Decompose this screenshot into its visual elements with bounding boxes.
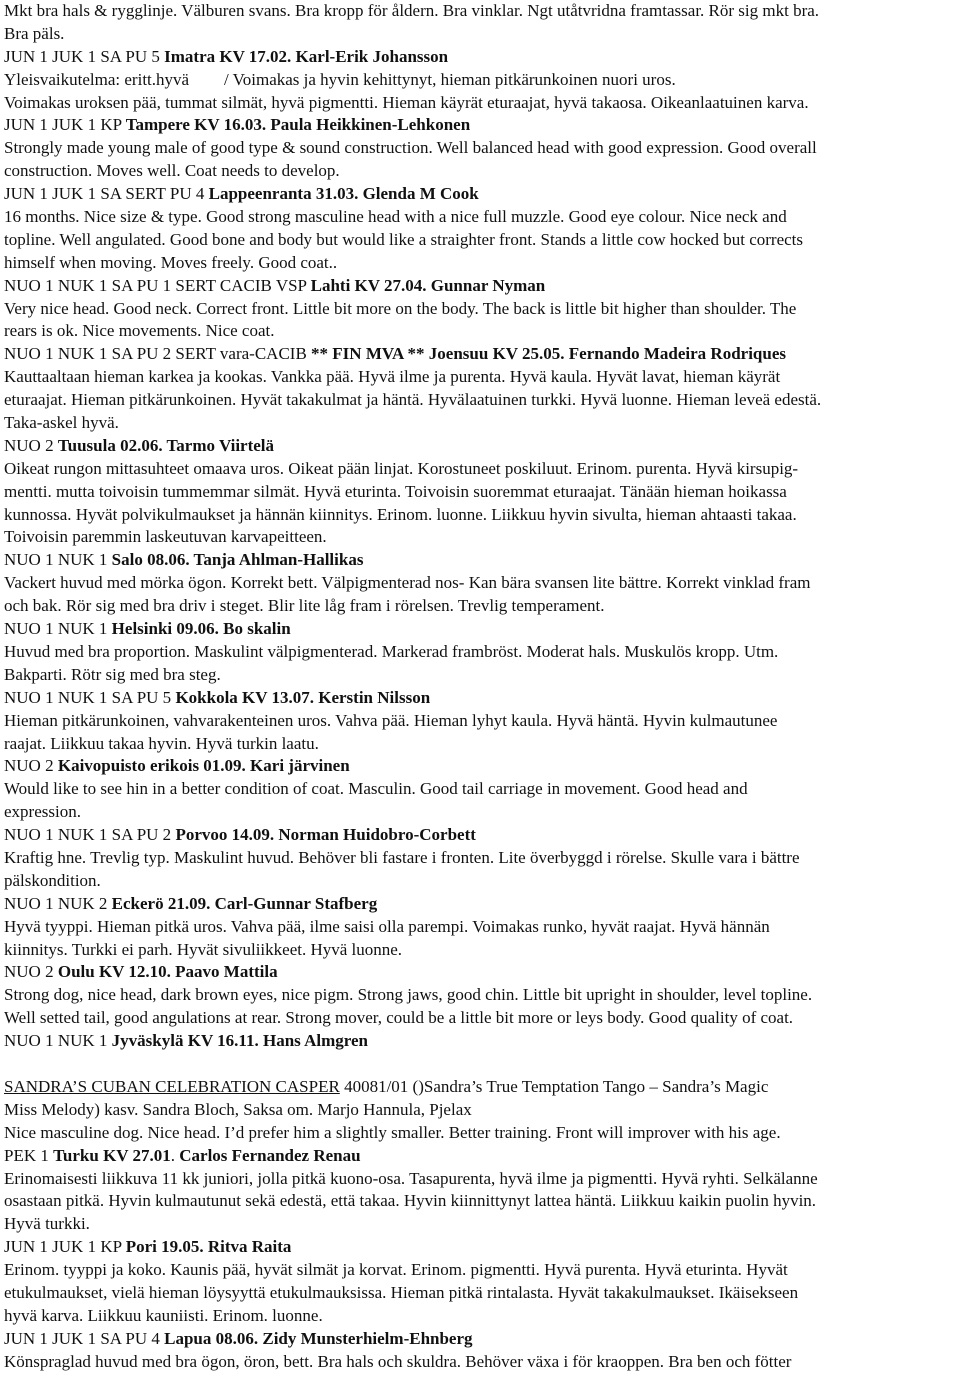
text-segment: JUN 1 JUK 1 SA PU 5: [4, 46, 165, 66]
text-line: [4, 1213, 957, 1236]
show-heading: Kaivopuisto erikois 01.09. Kari järvinen: [57, 756, 350, 776]
text-line: [4, 1122, 957, 1145]
text-line: [4, 778, 957, 801]
text-line: [4, 275, 957, 298]
show-heading: Lappeenranta 31.03. Glenda M Cook: [208, 184, 479, 204]
text-line: [4, 504, 957, 527]
text-line: [4, 1282, 957, 1305]
text-line: [4, 1236, 957, 1259]
text-line: [4, 458, 957, 481]
text-segment: Huvud med bra proportion. Maskulint välpigmenterad. Markerad frambröst. Moderat hals. Muskulös kropp. Utm.: [4, 641, 779, 661]
text-line: [4, 847, 957, 870]
text-segment: NUO 1 NUK 1: [4, 550, 112, 570]
text-segment: construction. Moves well. Coat needs to develop.: [4, 161, 340, 181]
text-segment: Kraftig hne. Trevlig typ. Maskulint huvud. Behöver bli fastare i fronten. Lite överbyggd i rörelse. Skulle vara i bättre: [4, 847, 800, 867]
text-segment: Taka-askel hyvä.: [4, 413, 119, 433]
text-segment: Voimakas uroksen pää, tummat silmät, hyvä pigmentti. Hieman käyrät eturaajat, hyvä takaosa. Oikeanlaatuinen karva.: [4, 92, 809, 112]
text-line: [4, 1007, 957, 1030]
text-line: [4, 916, 957, 939]
text-line: [4, 549, 957, 572]
text-line: [4, 526, 957, 549]
text-segment: Vackert huvud med mörka ögon. Korrekt bett. Välpigmenterad nos- Kan bära svansen lite bättre. Korrekt vinklad fram: [4, 573, 811, 593]
show-heading: Turku KV 27.01: [53, 1145, 171, 1165]
text-segment: Hyvä tyyppi. Hieman pitkä uros. Vahva pää, ilme saisi olla parempi. Voimakas runko, hyvät raajat. Hyvä hännän: [4, 916, 770, 936]
text-segment: JUN 1 JUK 1 KP: [4, 1237, 126, 1257]
text-line: [4, 687, 957, 710]
text-line: [4, 1305, 957, 1328]
text-line: [4, 435, 957, 458]
text-line: [4, 46, 957, 69]
text-line: [4, 641, 957, 664]
text-line: [4, 183, 957, 206]
show-heading: Kokkola KV 13.07. Kerstin Nilsson: [175, 687, 431, 707]
text-segment: pälskondition.: [4, 870, 101, 890]
text-line: [4, 1168, 957, 1191]
show-heading: ** FIN MVA **: [311, 344, 425, 364]
text-line: [4, 252, 957, 275]
text-segment: NUO 1 NUK 1: [4, 1031, 112, 1051]
text-segment: Nice masculine dog. Nice head. I’d prefer him a slightly smaller. Better training. Front will improver with his age.: [4, 1122, 781, 1142]
text-segment: JUN 1 JUK 1 SA PU 4: [4, 1328, 165, 1348]
text-segment: NUO 1 NUK 1 SA PU 2 SERT vara-CACIB: [4, 344, 312, 364]
text-line: [4, 595, 957, 618]
text-segment: Bakparti. Rötr sig med bra steg.: [4, 664, 221, 684]
show-heading: Tuusula 02.06. Tarmo Viirtelä: [57, 435, 275, 455]
text-line: [4, 206, 957, 229]
text-line: [4, 229, 957, 252]
text-segment: himself when moving. Moves freely. Good coat..: [4, 252, 338, 272]
text-line: [4, 801, 957, 824]
text-segment: NUO 1 NUK 1 SA PU 1 SERT CACIB VSP: [4, 275, 311, 295]
text-line: [4, 939, 957, 962]
text-line: [4, 1030, 957, 1053]
text-segment: .: [170, 1145, 180, 1165]
text-line: [4, 824, 957, 847]
text-line: [4, 961, 957, 984]
show-heading: Oulu KV 12.10. Paavo Mattila: [57, 962, 278, 982]
text-line: [4, 69, 957, 92]
text-segment: etukulmaukset, vielä hieman löysyyttä etukulmauksissa. Hieman pitkä rintalasta. Hyvät takakulmaukset. Ikäisekseen: [4, 1282, 799, 1302]
text-segment: Kauttaaltaan hieman karkea ja kookas. Vankka pää. Hyvä ilme ja purenta. Hyvä kaula. Hyvät lavat, hieman käyrät: [4, 367, 781, 387]
text-segment: JUN 1 JUK 1 KP: [4, 115, 126, 135]
text-segment: osastaan pitkä. Hyvin kulmautunut sekä edestä, että takaa. Hyvin kiinnittynyt lattea häntä. Liikkuu kaikin puolin hyvin.: [4, 1191, 817, 1211]
text-line: [4, 984, 957, 1007]
text-segment: JUN 1 JUK 1 SA SERT PU 4: [4, 184, 209, 204]
dog-name: SANDRA’S CUBAN CELEBRATION CASPER: [4, 1076, 340, 1096]
text-segment: Would like to see hin in a better condition of coat. Masculin. Good tail carriage in movement. Good head and: [4, 779, 748, 799]
text-line: [4, 1076, 957, 1099]
text-segment: 16 months. Nice size & type. Good strong masculine head with a nice full muzzle. Good eye colour. Nice neck and: [4, 207, 787, 227]
text-segment: Hyvä turkki.: [4, 1214, 90, 1234]
text-segment: Well setted tail, good angulations at rear. Strong mover, could be a little bit more or leys body. Good quality of coat.: [4, 1008, 794, 1028]
text-line: [4, 160, 957, 183]
text-line: [4, 343, 957, 366]
text-segment: 40081/01 ()Sandra’s True Temptation Tango – Sandra’s Magic: [339, 1076, 769, 1096]
show-heading: Salo 08.06. Tanja Ahlman-Hallikas: [111, 550, 364, 570]
text-line: [4, 412, 957, 435]
text-line: [4, 92, 957, 115]
text-line: [4, 618, 957, 641]
text-line: [4, 481, 957, 504]
text-segment: Yleisvaikutelma: eritt.hyvä: [4, 69, 190, 89]
show-heading: Imatra KV 17.02. Karl-Erik Johansson: [164, 46, 449, 66]
text-line: [4, 1099, 957, 1122]
show-heading: Jyväskylä KV 16.11. Hans Almgren: [111, 1031, 368, 1051]
show-heading: Tampere KV 16.03. Paula Heikkinen-Lehkonen: [125, 115, 471, 135]
text-segment: NUO 2: [4, 962, 58, 982]
text-line: [4, 1351, 957, 1374]
text-segment: raajat. Liikkuu takaa hyvin. Hyvä turkin laatu.: [4, 733, 319, 753]
text-segment: Erinom. tyyppi ja koko. Kaunis pää, hyvät silmät ja korvat. Erinom. pigmentti. Hyvä purenta. Hyvä eturinta. Hyvät: [4, 1260, 788, 1280]
show-heading: Eckerö 21.09. Carl-Gunnar Stafberg: [111, 893, 378, 913]
text-line: [4, 23, 957, 46]
text-line: [4, 755, 957, 778]
text-line: [4, 320, 957, 343]
text-segment: NUO 2: [4, 435, 58, 455]
text-segment: Erinomaisesti liikkuva 11 kk juniori, jolla pitkä kuono-osa. Tasapurenta, hyvä ilme ja pigmentti. Hyvä ryhti. Selkälanne: [4, 1168, 818, 1188]
text-line: [4, 137, 957, 160]
blank-line: [4, 1053, 957, 1076]
text-line: [4, 389, 957, 412]
text-segment: Toivoisin paremmin laskeutuvan karvapeitteen.: [4, 527, 327, 547]
text-segment: NUO 1 NUK 2: [4, 893, 112, 913]
text-line: [4, 1328, 957, 1351]
text-segment: eturaajat. Hieman pitkärunkoinen. Hyvät takakulmat ja häntä. Hyvälaatuinen turkki. Hyvä luonne. Hieman leveä edestä.: [4, 390, 822, 410]
text-line: [4, 366, 957, 389]
text-segment: Strongly made young male of good type & sound construction. Well balanced head with good expression. Good overall: [4, 138, 817, 158]
text-line: [4, 1145, 957, 1168]
text-segment: mentti. mutta toivoisin tummemmar silmät. Hyvä eturinta. Toivoisin suoremmat eturaajat. Tänään hieman hoikassa: [4, 481, 787, 501]
text-line: [4, 1190, 957, 1213]
text-segment: NUO 1 NUK 1: [4, 619, 112, 639]
text-segment: NUO 2: [4, 756, 58, 776]
text-line: [4, 114, 957, 137]
text-line: [4, 664, 957, 687]
show-heading: Porvoo 14.09. Norman Huidobro-Corbett: [175, 825, 476, 845]
text-segment: Hieman pitkärunkoinen, vahvarakenteinen uros. Vahva pää. Hieman lyhyt kaula. Hyvä häntä. Hyvin kulmautunee: [4, 710, 778, 730]
show-heading: Lahti KV 27.04. Gunnar Nyman: [310, 275, 546, 295]
text-segment: kunnossa. Hyvät polvikulmaukset ja hännän kiinnitys. Erinom. luonne. Liikkuu hyvin sivulta, hieman ahtaasti takaa.: [4, 504, 797, 524]
text-segment: Oikeat rungon mittasuhteet omaava uros. Oikeat pään linjat. Korostuneet poskiluut. Erinom. purenta. Hyvä kirsupig-: [4, 458, 799, 478]
text-segment: hyvä karva. Liikkuu kauniisti. Erinom. luonne.: [4, 1305, 323, 1325]
text-line: [4, 870, 957, 893]
text-segment: topline. Well angulated. Good bone and body but would like a straighter front. Stands a little cow hocked but corrects: [4, 229, 804, 249]
text-segment: Strong dog, nice head, dark brown eyes, nice pigm. Strong jaws, good chin. Little bit upright in shoulder, level topline.: [4, 985, 813, 1005]
text-segment: PEK 1: [4, 1145, 54, 1165]
text-line: [4, 1259, 957, 1282]
text-line: [4, 0, 957, 23]
show-heading: Joensuu KV 25.05. Fernando Madeira Rodriques: [428, 344, 786, 364]
text-line: [4, 710, 957, 733]
text-segment: Miss Melody) kasv. Sandra Bloch, Saksa om. Marjo Hannula, Pjelax: [4, 1099, 472, 1119]
text-segment: Very nice head. Good neck. Correct front. Little bit more on the body. The back is little bit higher than shoulder. The: [4, 298, 797, 318]
text-segment: och bak. Rör sig med bra driv i steget. Blir lite låg fram i rörelsen. Trevlig temperament.: [4, 596, 605, 616]
text-segment: Könspraglad huvud med bra ögon, öron, bett. Bra hals och skuldra. Behöver växa i för kraoppen. Bra ben och fötter: [4, 1351, 792, 1371]
text-segment: / Voimakas ja hyvin kehittynyt, hieman pitkärunkoinen nuori uros.: [224, 69, 676, 89]
text-segment: NUO 1 NUK 1 SA PU 5: [4, 687, 176, 707]
text-line: [4, 893, 957, 916]
text-line: [4, 572, 957, 595]
text-line: [4, 733, 957, 756]
text-segment: Bra päls.: [4, 23, 65, 43]
show-heading: Pori 19.05. Ritva Raita: [125, 1237, 292, 1257]
text-segment: NUO 1 NUK 1 SA PU 2: [4, 825, 176, 845]
text-segment: Mkt bra hals & rygglinje. Välburen svans. Bra kropp för åldern. Bra vinklar. Ngt utåtvridna framtassar. Rör sig mkt bra.: [4, 1, 820, 20]
show-heading: Carlos Fernandez Renau: [179, 1145, 361, 1165]
text-line: [4, 298, 957, 321]
text-segment: expression.: [4, 802, 81, 822]
text-segment: rears is ok. Nice movements. Nice coat.: [4, 321, 275, 341]
text-segment: kiinnitys. Turkki ei parh. Hyvät sivuliikkeet. Hyvä luonne.: [4, 939, 403, 959]
show-heading: Helsinki 09.06. Bo skalin: [111, 619, 291, 639]
show-heading: Lapua 08.06. Zidy Munsterhielm-Ehnberg: [164, 1328, 473, 1348]
